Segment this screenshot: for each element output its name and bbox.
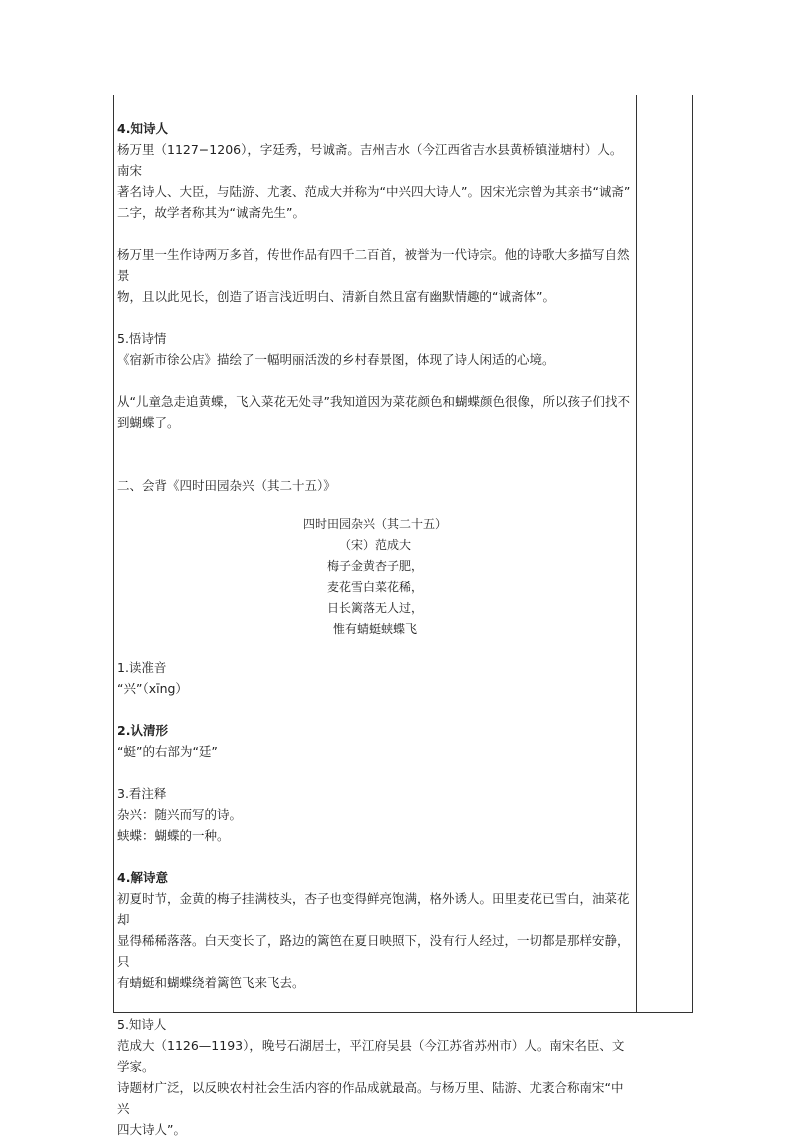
section-heading-character-shape: 2.认清形 xyxy=(117,723,168,738)
table-column-divider xyxy=(636,95,637,1013)
paragraph-line: 蛱蝶：蝴蝶的一种。 xyxy=(117,828,230,843)
poem-title: 四时田园杂兴（其二十五） xyxy=(302,517,447,531)
paragraph-line: 从“儿童急走追黄蝶，飞入菜花无处寻”我知道因为菜花颜色和蝴蝶颜色很像，所以孩子们找不 xyxy=(117,394,630,409)
poem-block xyxy=(117,514,633,640)
paragraph-line: 有蜻蜓和蝴蝶绕着篱笆飞来飞去。 xyxy=(117,975,305,990)
section-heading-poem-meaning: 4.解诗意 xyxy=(117,870,168,885)
poem-line: 麦花雪白菜花稀， xyxy=(326,580,423,594)
section-heading-pronunciation: 1.读准音 xyxy=(117,660,167,675)
paragraph-line: 《宿新市徐公店》描绘了一幅明丽活泼的乡村春景图，体现了诗人闲适的心境。 xyxy=(117,352,555,367)
section-heading-poem-feeling: 5.悟诗情 xyxy=(117,331,167,346)
paragraph-line: 到蝴蝶了。 xyxy=(117,415,180,430)
paragraph-line: 物，且以此见长，创造了语言浅近明白、清新自然且富有幽默情趣的“诚斋体”。 xyxy=(117,289,555,304)
paragraph-line: “蜓”的右部为“廷” xyxy=(117,744,218,759)
table-right-border xyxy=(692,95,693,1013)
paragraph-line: “兴”（xīng） xyxy=(117,681,188,696)
paragraph-line: 杨万里一生作诗两万多首，传世作品有四千二百首，被誉为一代诗宗。他的诗歌大多描写自然景 xyxy=(117,247,630,283)
poem-author: （宋）范成大 xyxy=(338,538,411,552)
paragraph-line: 杂兴：随兴而写的诗。 xyxy=(117,807,243,822)
poem-line: 梅子金黄杏子肥， xyxy=(326,559,423,573)
paragraph-line: 显得稀稀落落。白天变长了，路边的篱笆在夏日映照下，没有行人经过，一切都是那样安静，只 xyxy=(117,933,630,969)
section-heading-know-poet-2: 5.知诗人 xyxy=(117,1017,167,1032)
paragraph-line: 范成大（1126—1193），晚号石湖居士，平江府吴县（今江苏省苏州市）人。南宋名臣、文学家。 xyxy=(117,1038,625,1074)
table-left-border xyxy=(113,95,114,1013)
paragraph-line: 诗题材广泛，以反映农村社会生活内容的作品成就最高。与杨万里、陆游、尤袤合称南宋“中兴 xyxy=(117,1080,624,1116)
paragraph-line: 四大诗人”。 xyxy=(117,1122,186,1137)
part-two-title: 二、会背《四时田园杂兴（其二十五）》 xyxy=(117,478,336,493)
paragraph-line: 初夏时节，金黄的梅子挂满枝头，杏子也变得鲜亮饱满，格外诱人。田里麦花已雪白，油菜花却 xyxy=(117,891,630,927)
section-heading-annotations: 3.看注释 xyxy=(117,786,167,801)
poem-line: 惟有蜻蜓蛱蝶飞 xyxy=(332,622,417,636)
paragraph-line: 二字，故学者称其为“诚斋先生”。 xyxy=(117,205,305,220)
poem-line: 日长篱落无人过， xyxy=(326,601,423,615)
section-heading-know-poet: 4.知诗人 xyxy=(117,121,168,136)
paragraph-line: 著名诗人、大臣，与陆游、尤袤、范成大并称为“中兴四大诗人”。因宋光宗曾为其亲书“诚斋” xyxy=(117,184,631,199)
lesson-content xyxy=(117,118,633,1140)
paragraph-line: 杨万里（1127−1206），字廷秀，号诚斋。吉州吉水（今江西省吉水县黄桥镇湴塘村）人。南宋 xyxy=(117,142,623,178)
